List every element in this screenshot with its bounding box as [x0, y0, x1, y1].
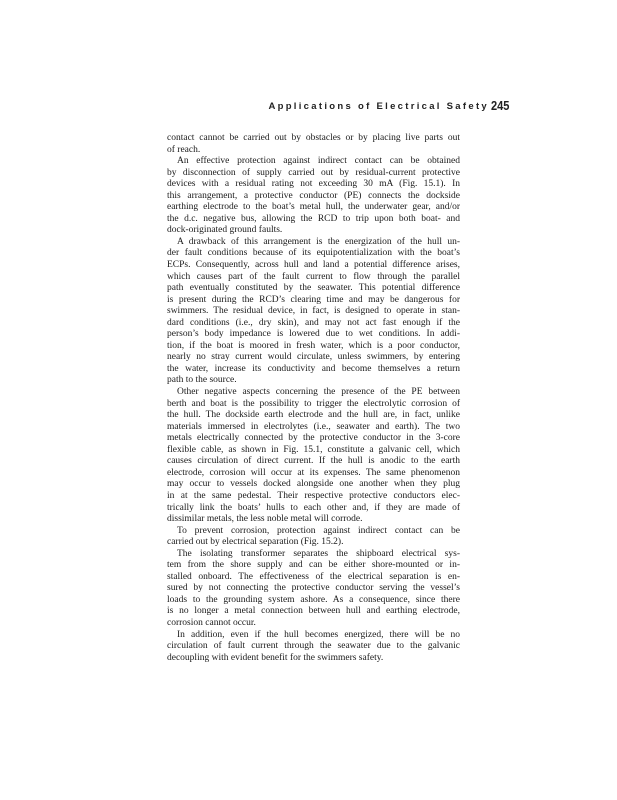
text-line: dock-originated ground faults. [167, 225, 283, 236]
text-line: To prevent corrosion, protection against indirect contact can be [177, 525, 460, 536]
text-line: is present during the RCD’s clearing time and may be dangerous for [167, 294, 460, 305]
text-line: circulation of fault current through the seawater due to the galvanic [167, 641, 460, 652]
text-line: corrosion cannot occur. [167, 617, 256, 628]
text-line: swimmers. The residual device, in fact, is designed to operate in stan- [167, 306, 460, 317]
text-line: dard conditions (i.e., dry skin), and may not act fast enough if the [167, 317, 460, 328]
text-line: berth and boat is the possibility to trigger the electrolytic corrosion of [167, 398, 460, 409]
text-line: the d.c. negative bus, allowing the RCD to trip upon both boat- and [167, 213, 460, 224]
text-line: contact cannot be carried out by obstacles or by placing live parts out [167, 133, 460, 143]
paragraph [167, 387, 460, 526]
text-line: tion, if the boat is moored in fresh water, which is a poor conductor, [167, 340, 460, 351]
text-line: In addition, even if the hull becomes energized, there will be no [177, 629, 460, 640]
text-line: nearly no stray current would circulate, unless swimmers, by entering [167, 352, 460, 363]
paragraph [167, 630, 460, 665]
text-line: path eventually constituted by the seawater. This potential difference [167, 283, 460, 294]
text-line: causes circulation of direct current. If the hull is anodic to the earth [167, 456, 460, 467]
text-line: An effective protection against indirect contact can be obtained [177, 156, 460, 167]
text-line: sured by not connecting the protective conductor serving the vessel’s [167, 583, 460, 594]
text-line: path to the source. [167, 375, 237, 386]
text-line: earthing electrode to the boat’s metal hull, the underwater gear, and/or [167, 202, 460, 213]
text-line: which causes part of the fault current to flow through the parallel [167, 271, 460, 282]
text-line: in at the same pedestal. Their respective protective conductors elec- [167, 490, 460, 501]
text-line: by disconnection of supply carried out by residual-current protective [167, 167, 460, 178]
text-line: der fault conditions because of its equipotentialization with the boat’s [167, 248, 460, 259]
text-line: this arrangement, a protective conductor (PE) connects the dockside [167, 190, 460, 201]
text-line: dissimilar metals, the less noble metal will corrode. [167, 514, 363, 525]
text-line: trically link the boats’ hulls to each other and, if they are made of [167, 502, 460, 513]
text-line: metals electrically connected by the protective conductor in the 3-core [167, 433, 460, 444]
text-line: tem from the shore supply and can be either shore-mounted or in- [167, 560, 460, 571]
page-number: 245 [491, 98, 510, 113]
paragraph [167, 237, 460, 387]
text-line: A drawback of this arrangement is the energization of the hull un- [177, 236, 460, 247]
text-line: The isolating transformer separates the shipboard electrical sys- [177, 548, 460, 559]
text-line: of reach. [167, 144, 201, 155]
text-line: loads to the grounding system ashore. As a consequence, since there [167, 594, 460, 605]
text-line: ECPs. Consequently, across hull and land a potential difference arises, [167, 260, 460, 271]
paragraph [167, 549, 460, 630]
text-line: flexible cable, as shown in Fig. 15.1, constitute a galvanic cell, which [167, 444, 460, 455]
text-line: the water, increase its conductivity and become themselves a return [167, 363, 460, 374]
paragraph [167, 526, 460, 549]
text-line: devices with a residual rating not exceeding 30 mA (Fig. 15.1). In [167, 179, 460, 190]
text-line: decoupling with evident benefit for the swimmers safety. [167, 652, 384, 663]
text-line: Other negative aspects concerning the presence of the PE between [177, 387, 460, 398]
paragraph [167, 156, 460, 237]
text-line: is no longer a metal connection between hull and earthing electrode, [167, 606, 460, 617]
text-line: materials immersed in electrolytes (i.e., seawater and earth). The two [167, 421, 460, 432]
text-line: electrode, corrosion will occur at its expenses. The same phenomenon [167, 467, 460, 478]
text-line: stalled onboard. The effectiveness of the electrical separation is en- [167, 571, 460, 582]
paragraph [167, 133, 460, 156]
text-line: carried out by electrical separation (Fig. 15.2). [167, 537, 344, 548]
text-line: may occur to vessels docked alongside one another when they plug [167, 479, 460, 490]
text-line: person’s body impedance is lowered due to wet conditions. In addi- [167, 329, 460, 340]
running-head-title: Applications of Electrical Safety [268, 101, 489, 112]
body-text [167, 133, 460, 664]
text-line: the hull. The dockside earth electrode and the hull are, in fact, unlike [167, 410, 460, 421]
